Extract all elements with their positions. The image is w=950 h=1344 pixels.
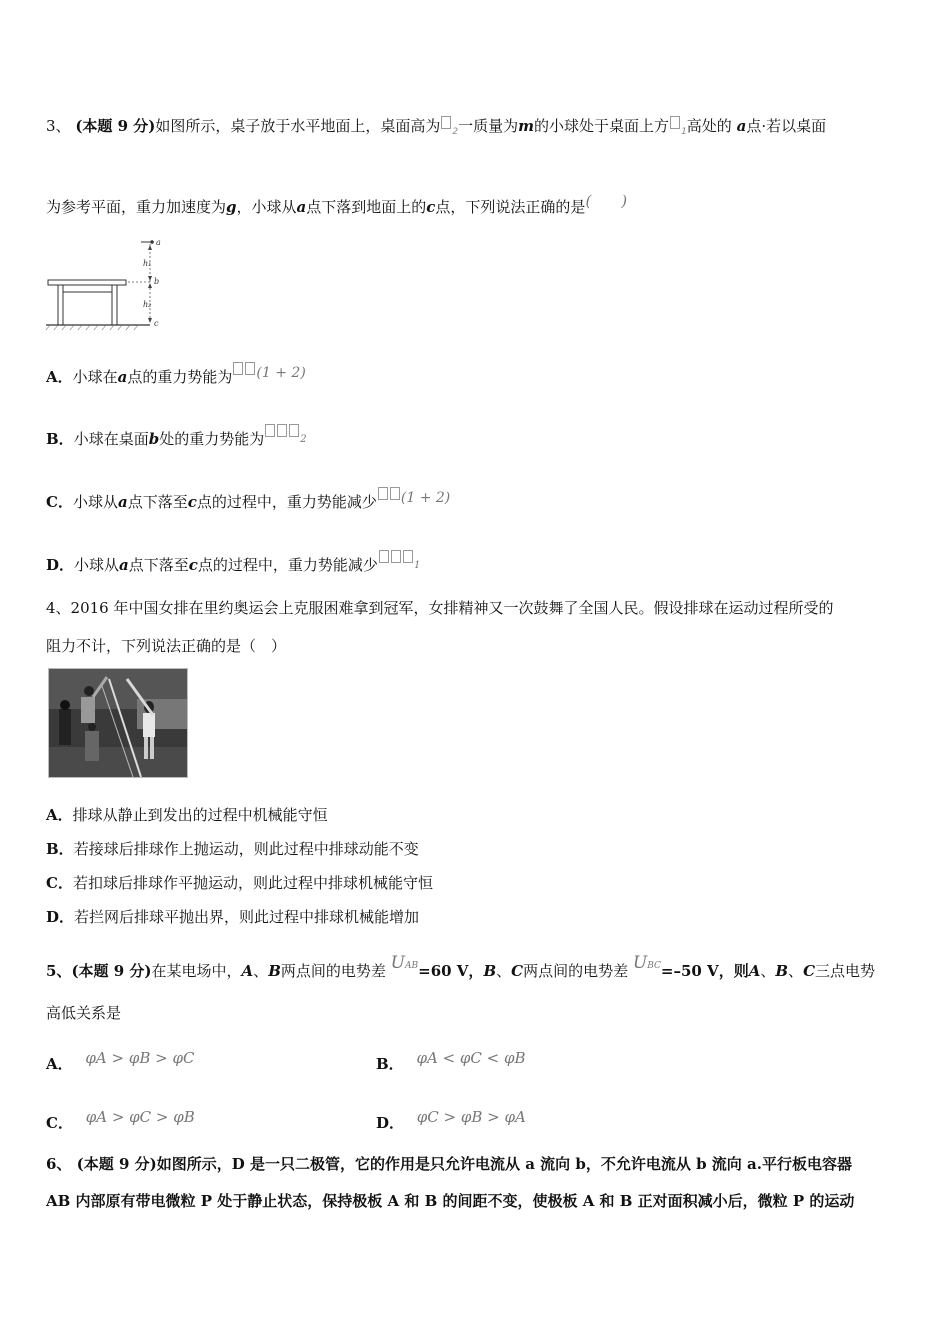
option-math: φA > φB > φC bbox=[85, 1049, 195, 1067]
q5-option-d[interactable] bbox=[376, 1107, 526, 1133]
table-leg-right bbox=[112, 285, 117, 325]
q5-B: B bbox=[268, 962, 281, 980]
option-b-var: b bbox=[148, 430, 160, 448]
q4-option-d[interactable] bbox=[46, 907, 419, 927]
q5-C2: C bbox=[803, 962, 816, 980]
option-label: D． bbox=[46, 908, 75, 926]
q5-A2: A bbox=[748, 962, 761, 980]
option-text-1: 小球在桌面 bbox=[73, 430, 149, 448]
option-math: 1 bbox=[413, 560, 421, 571]
q3-line2 bbox=[46, 191, 627, 217]
q6-line2: AB 内部原有带电微粒 P 处于静止状态，保持极板 A 和 B 的间距不变，使极板 A 和 B 正对面积减小后，微粒 P 的运动 bbox=[46, 1192, 855, 1210]
label-h1: h₁ bbox=[143, 259, 152, 268]
q3-text-1: 如图所示，桌子放于水平地面上，桌面高为 bbox=[155, 117, 441, 135]
option-text-2: 点的重力势能为 bbox=[127, 368, 233, 386]
q3-l2-text-3: 点下落到地面上的 bbox=[306, 198, 427, 216]
q4-line2: 阻力不计，下列说法正确的是（ ） bbox=[46, 637, 287, 655]
q4-option-b[interactable] bbox=[46, 839, 419, 859]
option-text: 排球从静止到发出的过程中机械能守恒 bbox=[72, 806, 328, 824]
q5-A: A bbox=[241, 962, 254, 980]
option-math: 2 bbox=[300, 434, 307, 445]
q6-tag: (本题 9 分) bbox=[76, 1155, 157, 1173]
q6-text-1: 如图所示，D 是一只二极管，它的作用是只允许电流从 a 流向 b，不允许电流从 b 流向 a.平行板电容器 bbox=[156, 1155, 852, 1173]
q3-number: 3、 bbox=[46, 117, 71, 135]
q4-option-c[interactable] bbox=[46, 873, 433, 893]
label-b: b bbox=[154, 277, 160, 286]
q4-option-a[interactable] bbox=[46, 805, 328, 825]
option-text-2: 点下落至 bbox=[127, 493, 188, 511]
uab-symbol bbox=[391, 953, 418, 973]
q5-option-c[interactable] bbox=[46, 1107, 195, 1133]
table-top bbox=[48, 280, 126, 285]
q3-option-b[interactable] bbox=[46, 424, 307, 450]
option-text-1: 小球从 bbox=[72, 493, 118, 511]
formula-icon bbox=[264, 424, 300, 445]
option-label: C． bbox=[46, 493, 73, 511]
table-leg-left bbox=[58, 285, 63, 325]
h2-symbol-icon: 2 bbox=[440, 116, 458, 142]
option-math: (1 + 2) bbox=[256, 365, 306, 381]
q3-answer-paren: ( ) bbox=[585, 192, 628, 210]
h1-symbol-icon: 1 bbox=[669, 116, 687, 142]
option-label: D． bbox=[46, 556, 75, 574]
uab-letter: U bbox=[390, 953, 405, 973]
option-a-var: a bbox=[117, 493, 128, 511]
ubc-sub: BC bbox=[647, 961, 661, 971]
q4-line1: 4、2016 年中国女排在里约奥运会上克服困难拿到冠军，女排精神又一次鼓舞了全国人民。假设排球在运动过程所受的 bbox=[46, 599, 834, 617]
q3-l2-text-1: 为参考平面，重力加速度为 bbox=[46, 198, 227, 216]
q3-option-c[interactable] bbox=[46, 487, 450, 512]
q3-line1 bbox=[46, 116, 826, 142]
q3-l2-text-4: 点，下列说法正确的是 bbox=[435, 198, 586, 216]
option-label: C． bbox=[46, 1114, 73, 1132]
q3-l2-text-2: ，小球从 bbox=[236, 198, 297, 216]
q3-tag: (本题 9 分) bbox=[75, 117, 156, 135]
q5-number: 5、 bbox=[46, 962, 72, 980]
q3-text-2: 一质量为 bbox=[458, 117, 519, 135]
option-text: 若扣球后排球作平抛运动，则此过程中排球机械能守恒 bbox=[72, 874, 433, 892]
q3-g: g bbox=[226, 198, 237, 216]
q3-option-a[interactable] bbox=[46, 362, 306, 387]
option-label: A． bbox=[46, 368, 73, 386]
q5-option-a[interactable] bbox=[46, 1048, 194, 1074]
option-math: φC > φB > φA bbox=[416, 1108, 526, 1126]
option-math: φA > φC > φB bbox=[85, 1108, 195, 1126]
q5-sep-4: 、 bbox=[788, 962, 804, 980]
option-math: (1 + 2) bbox=[400, 490, 451, 506]
option-label: C． bbox=[46, 874, 73, 892]
q5-text-1: 在某电场中， bbox=[151, 962, 242, 980]
option-label: B． bbox=[46, 430, 74, 448]
q5-line2: 高低关系是 bbox=[46, 1004, 122, 1022]
q5-text-4: 三点电势 bbox=[815, 962, 876, 980]
q5-option-b[interactable] bbox=[376, 1048, 526, 1074]
volleyball-photo-drawing bbox=[49, 669, 187, 777]
q3-text-5: 点·若以桌面 bbox=[746, 117, 827, 135]
option-c-var: c bbox=[188, 556, 198, 574]
option-label: B． bbox=[46, 840, 74, 858]
q5-C: C bbox=[511, 962, 524, 980]
q5-sep-2: 、 bbox=[496, 962, 512, 980]
option-text: 若接球后排球作上抛运动，则此过程中排球动能不变 bbox=[73, 840, 419, 858]
option-label: D． bbox=[376, 1114, 405, 1132]
option-c-var: c bbox=[187, 493, 197, 511]
q3-option-d[interactable] bbox=[46, 550, 420, 576]
option-text-3: 点的过程中，重力势能减少 bbox=[197, 556, 378, 574]
option-text: 若拦网后排球平抛出界，则此过程中排球机械能增加 bbox=[74, 908, 420, 926]
option-label: A． bbox=[46, 806, 73, 824]
option-text-3: 点的过程中，重力势能减少 bbox=[196, 493, 377, 511]
q6-number: 6、 bbox=[46, 1155, 72, 1173]
option-text-1: 小球在 bbox=[72, 368, 118, 386]
option-label: A． bbox=[46, 1055, 73, 1073]
label-h2: h₂ bbox=[143, 300, 152, 309]
formula-icon bbox=[378, 550, 414, 571]
q3-m: m bbox=[518, 117, 535, 135]
q5-tag: (本题 9 分) bbox=[71, 962, 152, 980]
table-figure bbox=[44, 236, 174, 336]
q5-B2: B bbox=[483, 962, 497, 980]
ball-a-icon bbox=[150, 240, 154, 244]
q3-text-4: 高处的 bbox=[686, 117, 732, 135]
q5-value-1: =60 V， bbox=[418, 962, 484, 980]
q5-value-2: =–50 V，则 bbox=[660, 962, 749, 980]
label-a: a bbox=[156, 238, 161, 247]
formula-icon bbox=[377, 487, 401, 508]
volleyball-photo bbox=[48, 668, 188, 778]
ubc-symbol bbox=[633, 953, 661, 973]
label-c: c bbox=[154, 319, 159, 328]
ubc-letter: U bbox=[632, 953, 648, 973]
q3-a: a bbox=[736, 117, 747, 135]
q5-text-2: 两点间的电势差 bbox=[280, 962, 386, 980]
q5-B3: B bbox=[775, 962, 789, 980]
formula-icon bbox=[232, 362, 256, 383]
option-math: φA < φC < φB bbox=[416, 1049, 526, 1067]
option-label: B． bbox=[376, 1055, 404, 1073]
option-text-1: 小球从 bbox=[74, 556, 120, 574]
option-text-2: 处的重力势能为 bbox=[159, 430, 265, 448]
q3-l2-c: c bbox=[426, 198, 436, 216]
q5-sep-3: 、 bbox=[760, 962, 776, 980]
option-text-2: 点下落至 bbox=[128, 556, 189, 574]
q3-text-3: 的小球处于桌面上方 bbox=[534, 117, 670, 135]
q5-text-3: 两点间的电势差 bbox=[523, 962, 629, 980]
option-a-var: a bbox=[117, 368, 128, 386]
q6-line1 bbox=[46, 1154, 852, 1174]
q5-line1 bbox=[46, 953, 875, 981]
q3-l2-a: a bbox=[296, 198, 307, 216]
uab-sub: AB bbox=[405, 961, 419, 971]
option-a-var: a bbox=[119, 556, 129, 574]
q5-sep: 、 bbox=[253, 962, 269, 980]
